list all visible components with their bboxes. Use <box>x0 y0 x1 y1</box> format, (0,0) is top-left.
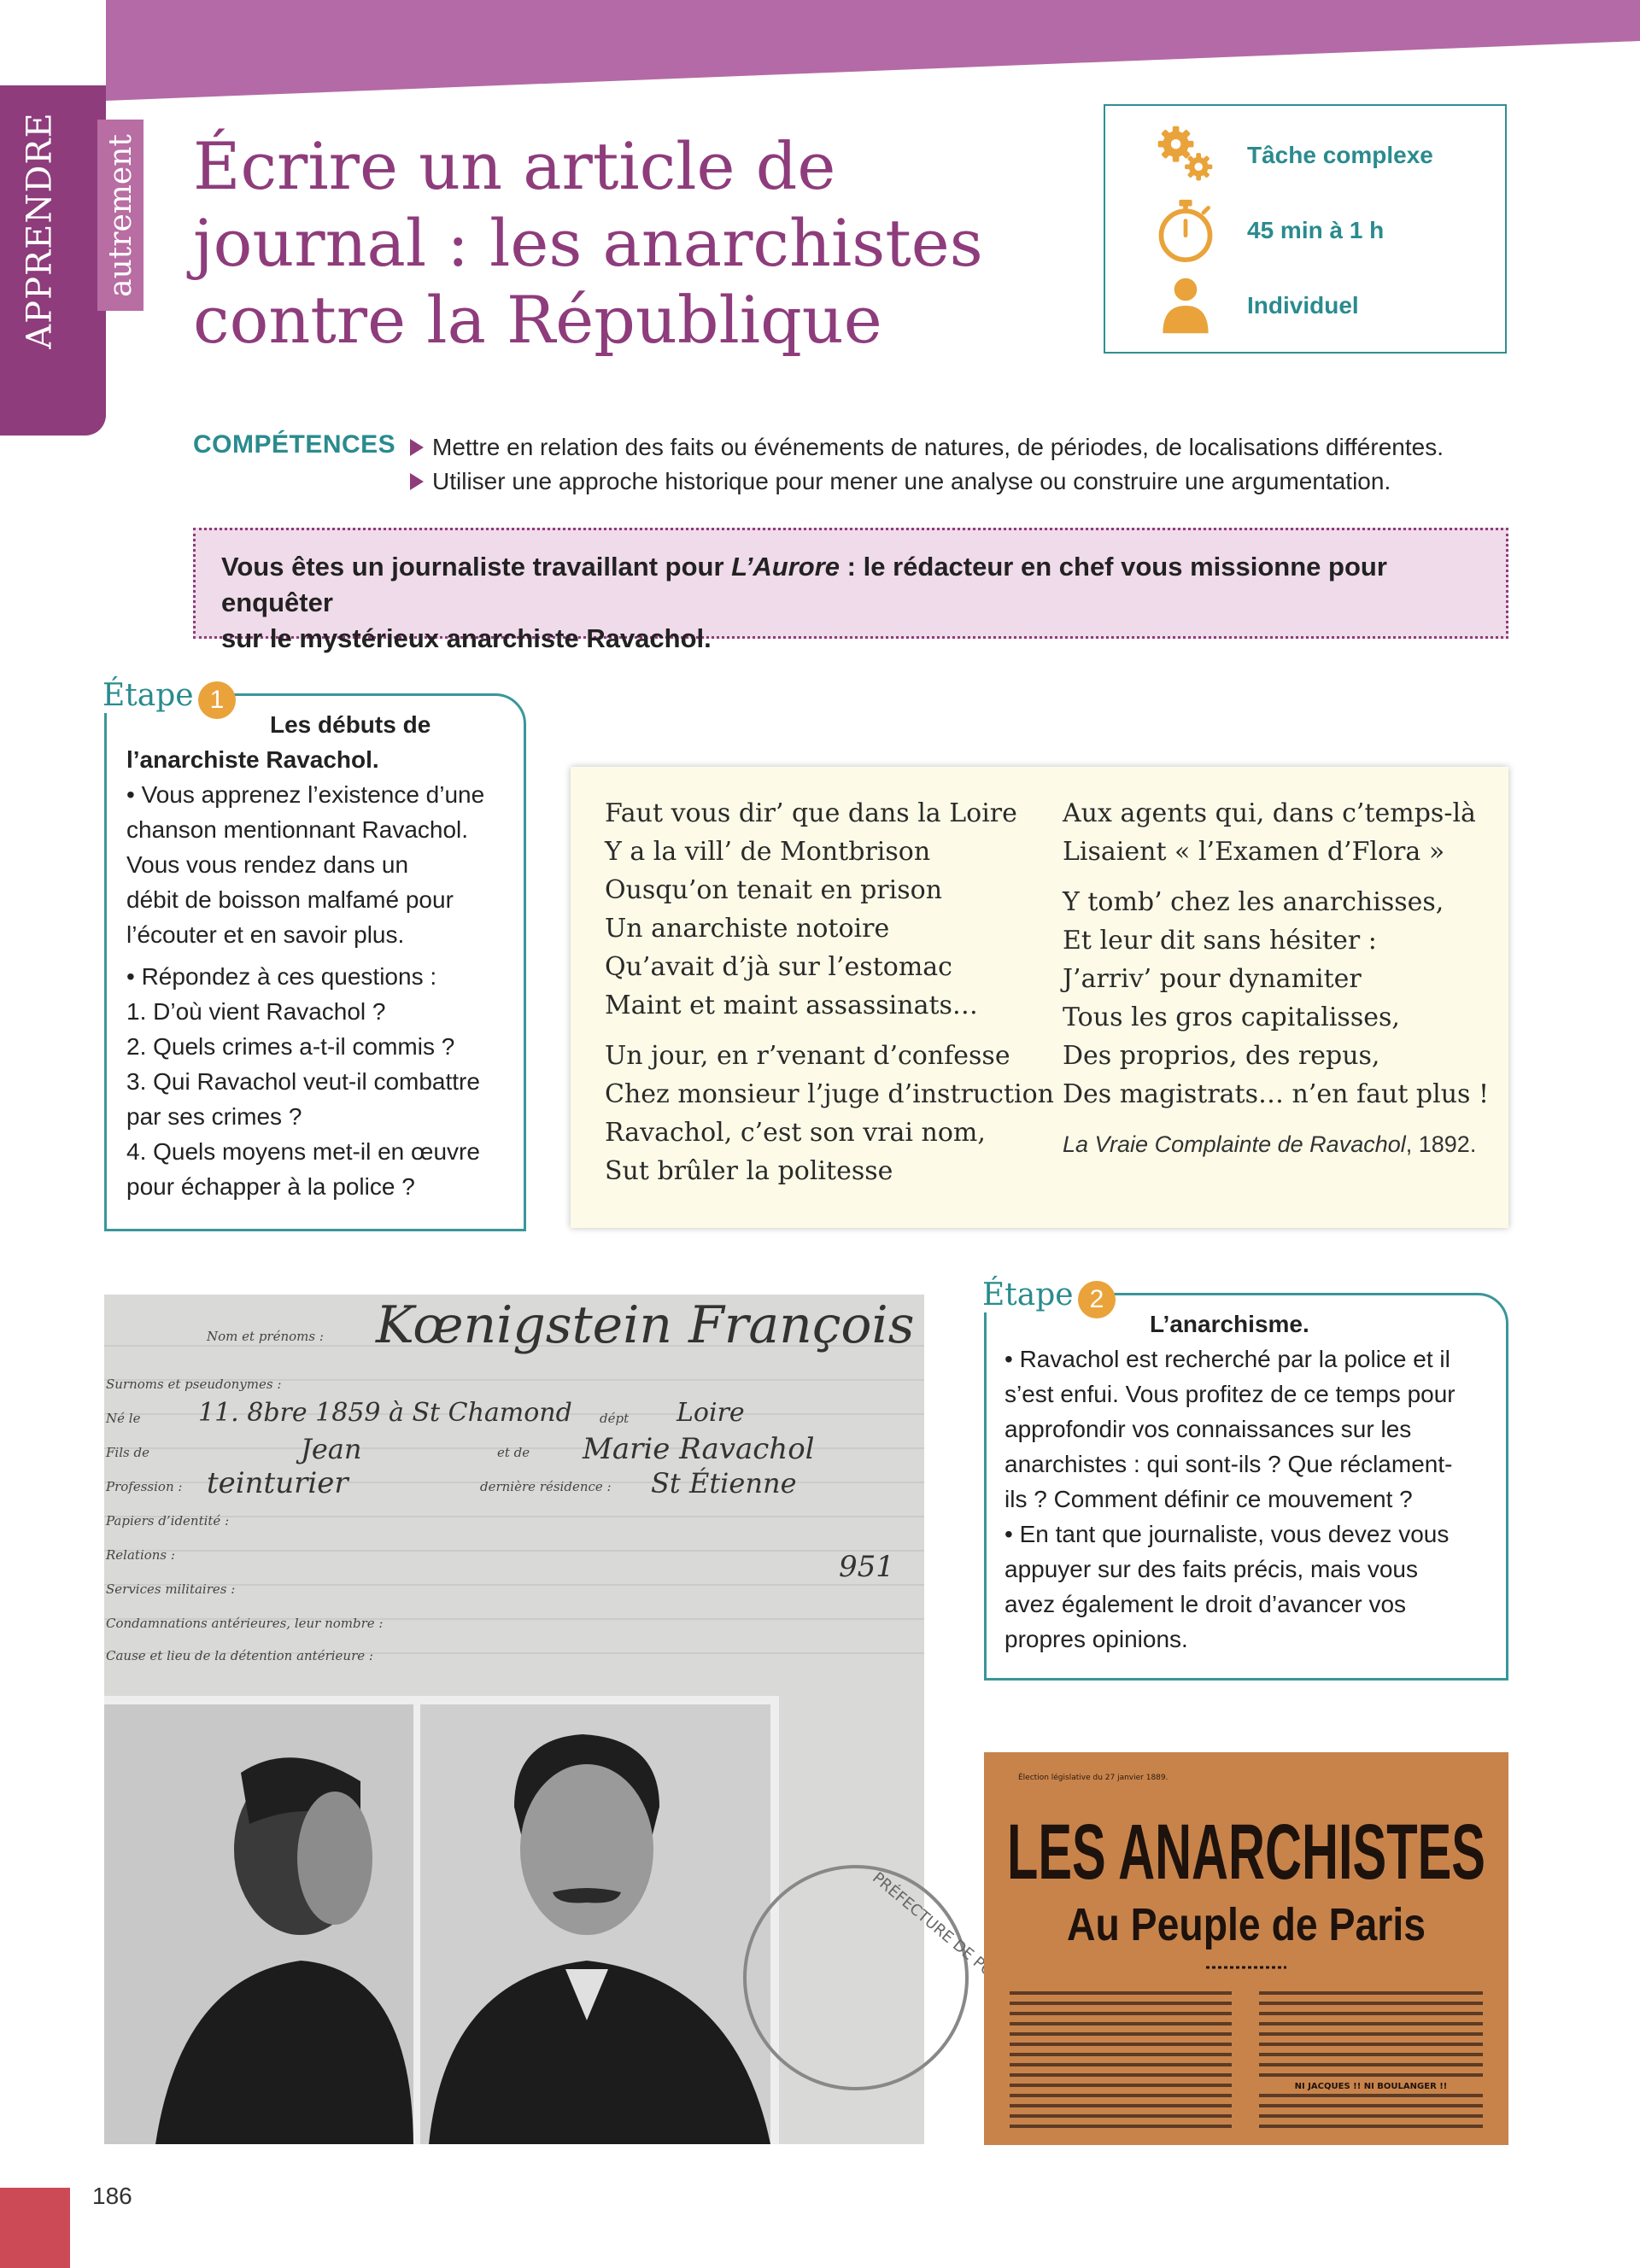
song-stanza: Faut vous dir’ que dans la Loire Y a la vill’ de Montbrison Ousqu’on tenait en prison Un anarchiste notoire Qu’avait d’jà sur l’estomac Maint et maint assassinats… <box>605 798 1017 1020</box>
mission-box <box>193 528 1508 653</box>
handwritten-mother: Marie Ravachol <box>583 1432 815 1466</box>
bullet-arrow-icon <box>410 439 424 456</box>
etape-1-content: Les débuts de l’anarchiste Ravachol. • Vous apprenez l’existence d’une chanson mentionnant Ravachol. Vous vous rendez dans un débit de boisson malfamé pour l’écouter et en savoir plus. • Répondez à ces questions : 1. D’où vient Ravachol ? 2. Quels crimes a-t-il commis ? 3. Qui Ravachol veut-il combattre par ses crimes ? 4. Quels moyens met-il en œuvre pour échapper à la police ? <box>126 711 485 1200</box>
page-title <box>193 128 1047 359</box>
handwritten-profession: teinturier <box>207 1466 348 1500</box>
page-number: 186 <box>92 2183 132 2209</box>
task-type: Tâche complexe <box>1247 142 1433 168</box>
card-field: Cause et lieu de la détention antérieure : <box>106 1648 373 1663</box>
person-icon <box>1153 273 1218 338</box>
card-field: dépt <box>600 1411 630 1426</box>
song-stanza: Y tomb’ chez les anarchisses, Et leur dit sans hésiter : J’arriv’ pour dynamiter Tous les gros capitalisses, Des proprios, des repus, Des magistrats… n’en faut plus ! <box>1063 887 1490 1109</box>
gears-icon <box>1153 123 1218 188</box>
competences-label: COMPÉTENCES <box>193 430 396 459</box>
title-line: contre la République <box>193 282 882 358</box>
poster-headline: LES ANARCHISTES <box>1007 1809 1485 1896</box>
card-field: Surnoms et pseudonymes : <box>106 1377 282 1392</box>
competence-item: Utiliser une approche historique pour mener une analyse ou construire une argumentation. <box>410 468 1391 495</box>
card-field: Condamnations antérieures, leur nombre : <box>106 1616 384 1631</box>
handwritten-birth: 11. 8bre 1859 à St Chamond <box>198 1398 572 1428</box>
song-stanza: Un jour, en r’venant d’confesse Chez monsieur l’juge d’instruction Ravachol, c’est son vrai nom, Sut brûler la politesse <box>605 1041 1054 1186</box>
handwritten-father: Jean <box>301 1433 362 1465</box>
poster-illustration <box>984 1752 1508 2145</box>
card-field: Né le <box>106 1411 141 1426</box>
task-duration: 45 min à 1 h <box>1247 217 1385 243</box>
journal-name: L’Aurore <box>731 552 840 582</box>
poster-small-header: Élection législative du 27 janvier 1889. <box>1018 1774 1168 1782</box>
bullet-arrow-icon <box>410 473 424 490</box>
competence-item: Mettre en relation des faits ou événements de natures, de périodes, de localisations différentes. <box>410 434 1444 461</box>
card-field: Profession : <box>106 1479 183 1494</box>
etape-2-label: Étape <box>982 1277 1081 1312</box>
card-field: dernière résidence : <box>480 1479 612 1494</box>
card-field: Nom et prénoms : <box>207 1329 324 1344</box>
task-mode-row <box>1153 273 1359 338</box>
task-info-box <box>1104 104 1507 354</box>
handwritten-name: Kœnigstein François <box>376 1295 915 1355</box>
handwritten-dept: Loire <box>676 1398 745 1428</box>
song-lyrics-box <box>571 767 1508 1228</box>
handwritten-number: 951 <box>839 1550 894 1584</box>
poster-subheadline: Au Peuple de Paris <box>1067 1899 1426 1950</box>
card-field: Papiers d’identité : <box>106 1513 230 1529</box>
task-duration-row <box>1153 198 1384 263</box>
stopwatch-icon <box>1153 198 1218 263</box>
card-field: et de <box>497 1445 530 1460</box>
song-column-1 <box>605 794 1054 1202</box>
police-card-illustration <box>104 1295 978 2144</box>
section-label: APPRENDRE <box>20 112 61 349</box>
poster-slogan: NI JACQUES !! NI BOULANGER !! <box>1294 2082 1448 2091</box>
etape-1-label: Étape <box>102 678 201 713</box>
song-stanza: Aux agents qui, dans c’temps-là Lisaient « l’Examen d’Flora » <box>1063 798 1476 867</box>
police-stamp: PRÉFECTURE DE <box>869 1868 978 1964</box>
song-source: La Vraie Complainte de Ravachol, 1892. <box>1063 1131 1477 1157</box>
card-field: Fils de <box>106 1445 149 1460</box>
page-corner-mark <box>0 2188 70 2268</box>
song-column-2 <box>1063 794 1489 1164</box>
police-record-photo <box>104 1295 978 2144</box>
title-line: journal : les anarchistes <box>193 205 983 281</box>
section-sub-label: autrement <box>102 133 138 297</box>
card-field: Services militaires : <box>106 1581 236 1597</box>
task-mode: Individuel <box>1247 292 1359 319</box>
etape-2-content: L’anarchisme. • Ravachol est recherché par la police et il s’est enfui. Vous profitez de ce temps pour approfondir vos connaissances sur les anarchistes : qui sont-ils ? Que réclament- ils ? Comment définir ce mouvement ? • En tant que journaliste, vous devez vous appuyer sur des faits précis, mais vous avez également le droit d’avancer vos propres opinions. <box>1004 1311 1456 1652</box>
handwritten-residence: St Étienne <box>651 1467 797 1499</box>
anarchist-poster <box>984 1752 1508 2145</box>
mission-text: Vous êtes un journaliste travaillant pour L’Aurore : le rédacteur en chef vous missionne pour enquêter sur le mystérieux anarchiste Ravachol. <box>221 552 1387 653</box>
top-banner <box>0 0 1640 111</box>
card-field: Relations : <box>106 1547 175 1563</box>
etape-1-number: 1 <box>198 681 236 719</box>
task-type-row <box>1153 123 1433 188</box>
etape-2-number: 2 <box>1078 1281 1116 1318</box>
title-line: Écrire un article de <box>193 128 836 204</box>
